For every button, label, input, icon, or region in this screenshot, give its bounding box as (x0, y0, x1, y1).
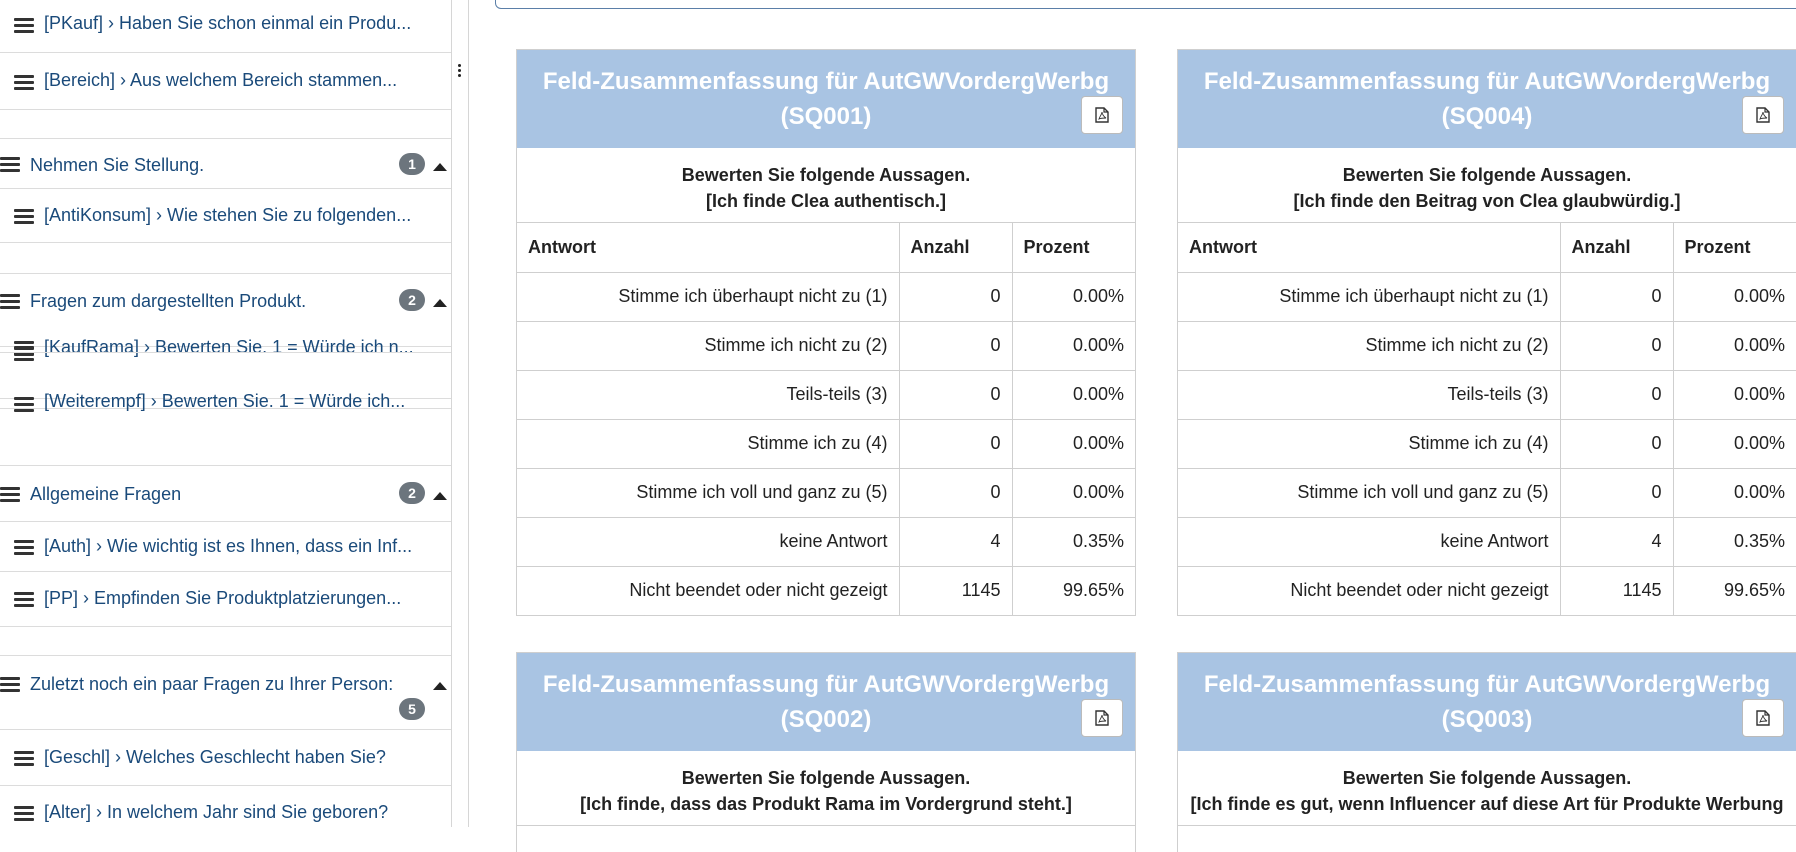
col-header-percent: Prozent (1673, 223, 1796, 272)
answer-cell: Stimme ich voll und ganz zu (5) (1178, 468, 1560, 517)
card-header (517, 653, 1135, 751)
sidebar-item-label: [AntiKonsum] › Wie stehen Sie zu folgenden... (44, 205, 412, 225)
count-cell: 0 (1560, 370, 1673, 419)
drag-handle-icon[interactable] (14, 18, 34, 34)
sidebar-item-pkauf[interactable] (0, 0, 451, 53)
drag-handle-icon[interactable] (14, 540, 34, 556)
drag-handle-icon[interactable] (0, 487, 20, 503)
collapse-caret-icon[interactable] (433, 492, 447, 500)
col-header-answer: Antwort (1178, 223, 1560, 272)
sidebar-item-label: [PKauf] › Haben Sie schon einmal ein Produ... (44, 13, 412, 33)
percent-cell: 99.65% (1012, 566, 1135, 615)
card-code: (SQ003) (1441, 706, 1533, 733)
count-cell: 0 (1560, 321, 1673, 370)
sidebar-group-allgemeine-fragen[interactable] (0, 466, 451, 521)
answer-cell: Nicht beendet oder nicht gezeigt (1290, 580, 1549, 601)
count-cell: 0 (899, 419, 1012, 468)
percent-cell: 0.00% (1012, 468, 1135, 517)
question-text (517, 751, 1135, 826)
percent-cell: 99.65% (1673, 566, 1796, 615)
sidebar-item-label: [PP] › Empfinden Sie Produktplatzierungen... (44, 588, 402, 608)
question-subline: [Ich finde es gut, wenn Influencer auf diese Art für Produkte Werbung (1190, 794, 1784, 814)
question-line: Bewerten Sie folgende Aussagen. (681, 768, 971, 788)
table-row (517, 566, 1135, 615)
sidebar-item-geschl[interactable] (0, 729, 451, 786)
table-row (1178, 321, 1796, 370)
answer-cell: Stimme ich überhaupt nicht zu (1) (1178, 272, 1560, 321)
table-row (1178, 370, 1796, 419)
card-title: Feld-Zusammenfassung für AutGWVordergWerbg (1203, 671, 1771, 698)
card-code: (SQ004) (1441, 103, 1533, 130)
percent-cell: 0.00% (1673, 419, 1796, 468)
export-pdf-button[interactable] (1081, 96, 1123, 134)
sidebar-group-nehmen-sie-stellung[interactable] (0, 139, 451, 188)
group-title: Allgemeine Fragen (30, 484, 182, 504)
field-summary-card (1177, 49, 1796, 616)
percent-cell: 0.35% (1012, 517, 1135, 566)
summary-table (1178, 223, 1796, 615)
table-row (1178, 272, 1796, 321)
count-cell: 1145 (1560, 566, 1673, 615)
drag-handle-icon[interactable] (14, 806, 34, 822)
question-count-badge: 5 (399, 698, 425, 720)
sidebar-item-label: [KaufRama] › Bewerten Sie. 1 = Würde ich n... (44, 337, 414, 357)
sidebar-resize-handle[interactable] (452, 0, 469, 827)
percent-cell: 0.00% (1012, 321, 1135, 370)
export-pdf-button[interactable] (1742, 699, 1784, 737)
drag-handle-icon[interactable] (0, 677, 20, 693)
question-subline: [Ich finde Clea authentisch.] (705, 191, 947, 211)
export-pdf-button[interactable] (1742, 96, 1784, 134)
card-title: Feld-Zusammenfassung für AutGWVordergWerbg (1203, 68, 1771, 95)
sidebar-item-pp[interactable] (0, 572, 451, 627)
sidebar-item-label: [Bereich] › Aus welchem Bereich stammen... (44, 70, 398, 90)
question-sidebar (0, 0, 452, 827)
table-row (1178, 468, 1796, 517)
percent-cell: 0.00% (1673, 370, 1796, 419)
sidebar-item-bereich[interactable] (0, 53, 451, 110)
question-subline: [Ich finde, dass das Produkt Rama im Vordergrund steht.] (580, 794, 1072, 814)
col-header-answer: Antwort (517, 223, 899, 272)
question-count-badge: 1 (399, 153, 425, 175)
question-subline: [Ich finde den Beitrag von Clea glaubwürdig.] (1293, 191, 1681, 211)
col-header-count: Anzahl (1560, 223, 1673, 272)
table-row (517, 272, 1135, 321)
field-summary-card (516, 652, 1136, 852)
drag-handle-icon[interactable] (14, 592, 34, 608)
drag-handle-icon[interactable] (0, 157, 20, 173)
count-cell: 0 (1560, 272, 1673, 321)
question-text (517, 148, 1135, 223)
answer-cell: Stimme ich nicht zu (2) (517, 321, 899, 370)
percent-cell: 0.35% (1673, 517, 1796, 566)
sidebar-item-label: [Weiterempf] › Bewerten Sie. 1 = Würde ich... (44, 391, 406, 411)
answer-cell: Nicht beendet oder nicht gezeigt (629, 580, 888, 601)
card-title: Feld-Zusammenfassung für AutGWVordergWerbg (542, 68, 1110, 95)
question-line: Bewerten Sie folgende Aussagen. (681, 165, 971, 185)
answer-cell: Stimme ich zu (4) (517, 419, 899, 468)
sidebar-item-label: [Alter] › In welchem Jahr sind Sie geboren? (44, 802, 389, 822)
pdf-icon (1095, 107, 1109, 123)
count-cell: 0 (899, 321, 1012, 370)
drag-handle-icon[interactable] (14, 209, 34, 225)
collapse-caret-icon[interactable] (433, 682, 447, 690)
table-row (517, 517, 1135, 566)
percent-cell: 0.00% (1673, 468, 1796, 517)
card-code: (SQ002) (780, 706, 872, 733)
col-header-count: Anzahl (899, 223, 1012, 272)
drag-handle-icon[interactable] (14, 397, 34, 413)
answer-cell: Stimme ich zu (4) (1178, 419, 1560, 468)
question-count-badge: 2 (399, 482, 425, 504)
sidebar-item-label: [Geschl] › Welches Geschlecht haben Sie? (44, 747, 386, 767)
group-title: Fragen zum dargestellten Produkt. (30, 291, 307, 311)
sidebar-item-auth[interactable] (0, 521, 451, 572)
count-cell: 4 (899, 517, 1012, 566)
card-header (517, 50, 1135, 148)
table-row (517, 321, 1135, 370)
field-summary-card (1177, 652, 1796, 852)
table-row (517, 370, 1135, 419)
answer-cell: keine Antwort (517, 517, 899, 566)
group-title: Nehmen Sie Stellung. (30, 155, 205, 175)
table-row (517, 468, 1135, 517)
sidebar-group-person[interactable] (0, 656, 451, 729)
collapse-caret-icon[interactable] (433, 163, 447, 171)
percent-cell: 0.00% (1673, 321, 1796, 370)
count-cell: 4 (1560, 517, 1673, 566)
field-summary-card (516, 49, 1136, 616)
percent-cell: 0.00% (1673, 272, 1796, 321)
group-title: Zuletzt noch ein paar Fragen zu Ihrer Person: (30, 674, 394, 694)
sidebar-item-label: [Auth] › Wie wichtig ist es Ihnen, dass ein Inf... (44, 536, 413, 556)
table-header-row (517, 223, 1135, 272)
answer-cell: keine Antwort (1178, 517, 1560, 566)
sidebar-item-antikonsum[interactable] (0, 188, 451, 243)
count-cell: 1145 (899, 566, 1012, 615)
question-text (1178, 148, 1796, 223)
grip-icon (458, 64, 462, 79)
export-pdf-button[interactable] (1081, 699, 1123, 737)
percent-cell: 0.00% (1012, 419, 1135, 468)
pdf-icon (1756, 710, 1770, 726)
table-row (1178, 566, 1796, 615)
question-line: Bewerten Sie folgende Aussagen. (1342, 165, 1632, 185)
table-header-row (1178, 223, 1796, 272)
sidebar-item-kauframa-label-row[interactable] (0, 305, 451, 355)
count-cell: 0 (1560, 468, 1673, 517)
card-header (1178, 653, 1796, 751)
question-count-badge: 2 (399, 289, 425, 311)
count-cell: 0 (899, 370, 1012, 419)
summary-table (517, 223, 1135, 615)
percent-cell: 0.00% (1012, 272, 1135, 321)
question-line: Bewerten Sie folgende Aussagen. (1342, 768, 1632, 788)
pdf-icon (1095, 710, 1109, 726)
pdf-icon (1756, 107, 1770, 123)
answer-cell: Stimme ich überhaupt nicht zu (1) (517, 272, 899, 321)
count-cell: 0 (899, 272, 1012, 321)
card-title: Feld-Zusammenfassung für AutGWVordergWerbg (542, 671, 1110, 698)
table-row (517, 419, 1135, 468)
table-row (1178, 517, 1796, 566)
drag-handle-icon[interactable] (14, 75, 34, 91)
col-header-percent: Prozent (1012, 223, 1135, 272)
card-header (1178, 50, 1796, 148)
top-panel-border (495, 0, 1796, 9)
question-text (1178, 751, 1796, 826)
percent-cell: 0.00% (1012, 370, 1135, 419)
table-row (1178, 419, 1796, 468)
card-code: (SQ001) (780, 103, 872, 130)
answer-cell: Stimme ich voll und ganz zu (5) (517, 468, 899, 517)
count-cell: 0 (1560, 419, 1673, 468)
count-cell: 0 (899, 468, 1012, 517)
sidebar-item-alter[interactable] (0, 786, 451, 827)
answer-cell: Teils-teils (3) (517, 370, 899, 419)
drag-handle-icon[interactable] (14, 751, 34, 767)
answer-cell: Teils-teils (3) (1178, 370, 1560, 419)
sidebar-item-weiterempf[interactable] (0, 352, 451, 409)
answer-cell: Stimme ich nicht zu (2) (1178, 321, 1560, 370)
